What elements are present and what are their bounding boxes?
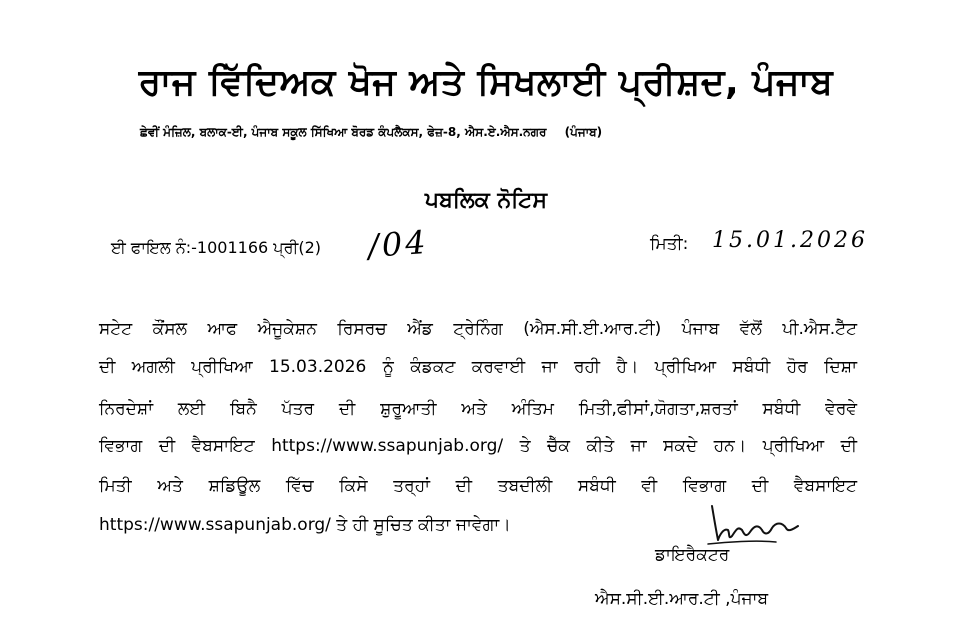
director-signature (706, 500, 806, 550)
signatory-designation: ਡਾਇਰੈਕਟਰ (655, 545, 730, 565)
body-line: ਵਿਭਾਗ ਦੀ ਵੈਬਸਾਇਟ https://www.ssapunjab.org/ ਤੇ ਚੈੱਕ ਕੀਤੇ ਜਾ ਸਕਦੇ ਹਨ। ਪ੍ਰੀਖਿਆ ਦੀ (99, 436, 857, 456)
notice-heading: ਪਬਲਿਕ ਨੋਟਿਸ (424, 188, 548, 213)
signatory-organization: ਐਸ.ਸੀ.ਈ.ਆਰ.ਟੀ ,ਪੰਜਾਬ (595, 589, 769, 609)
date-label: ਮਿਤੀ: (650, 234, 689, 254)
date-handwritten: 15.01.2026 (712, 228, 868, 253)
address-text: ਛੇਵੀਂ ਮੰਜ਼ਿਲ, ਬਲਾਕ-ਈ, ਪੰਜਾਬ ਸਕੂਲ ਸਿੱਖਿਆ ਬੋਰਡ ਕੰਪਲੈਕਸ, ਫੇਜ਼-8, ਐਸ.ਏ.ਐਸ.ਨਗਰ (140, 125, 547, 139)
body-line: ਨਿਰਦੇਸ਼ਾਂ ਲਈ ਬਿਨੈ ਪੱਤਰ ਦੀ ਸ਼ੁਰੂਆਤੀ ਅਤੇ ਅੰਤਿਮ ਮਿਤੀ,ਫੀਸਾਂ,ਯੋਗਤਾ,ਸ਼ਰਤਾਂ ਸਬੰਧੀ ਵੇਰਵੇ (99, 399, 857, 419)
organization-address (140, 125, 602, 140)
file-number: ਈ ਫਾਇਲ ਨੰ:-1001166 ਪ੍ਰੀ(2) (111, 238, 321, 257)
organization-title: ਰਾਜ ਵਿੱਦਿਅਕ ਖੋਜ ਅਤੇ ਸਿਖਲਾਈ ਪ੍ਰੀਸ਼ਦ, ਪੰਜਾਬ (138, 62, 834, 103)
dispatch-number-handwritten: /04 (366, 222, 430, 266)
address-state: (ਪੰਜਾਬ) (564, 125, 603, 139)
body-line: ਦੀ ਅਗਲੀ ਪ੍ਰੀਖਿਆ 15.03.2026 ਨੂੰ ਕੰਡਕਟ ਕਰਵਾਈ ਜਾ ਰਹੀ ਹੈ। ਪ੍ਰੀਖਿਆ ਸਬੰਧੀ ਹੋਰ ਦਿਸ਼ਾ (99, 357, 857, 377)
body-line: ਮਿਤੀ ਅਤੇ ਸ਼ਡਿਊਲ ਵਿੱਚ ਕਿਸੇ ਤਰ੍ਹਾਂ ਦੀ ਤਬਦੀਲੀ ਸਬੰਧੀ ਵੀ ਵਿਭਾਗ ਦੀ ਵੈਬਸਾਇਟ (99, 476, 857, 496)
body-line: https://www.ssapunjab.org/ ਤੇ ਹੀ ਸੂਚਿਤ ਕੀਤਾ ਜਾਵੇਗਾ। (99, 515, 511, 535)
body-line: ਸਟੇਟ ਕੌਂਸਲ ਆਫ ਐਜੂਕੇਸ਼ਨ ਰਿਸਰਚ ਐਂਡ ਟ੍ਰੇਨਿੰਗ (ਐਸ.ਸੀ.ਈ.ਆਰ.ਟੀ) ਪੰਜਾਬ ਵੱਲੋਂ ਪੀ.ਐਸ.ਟੈੱਟ (99, 319, 857, 339)
